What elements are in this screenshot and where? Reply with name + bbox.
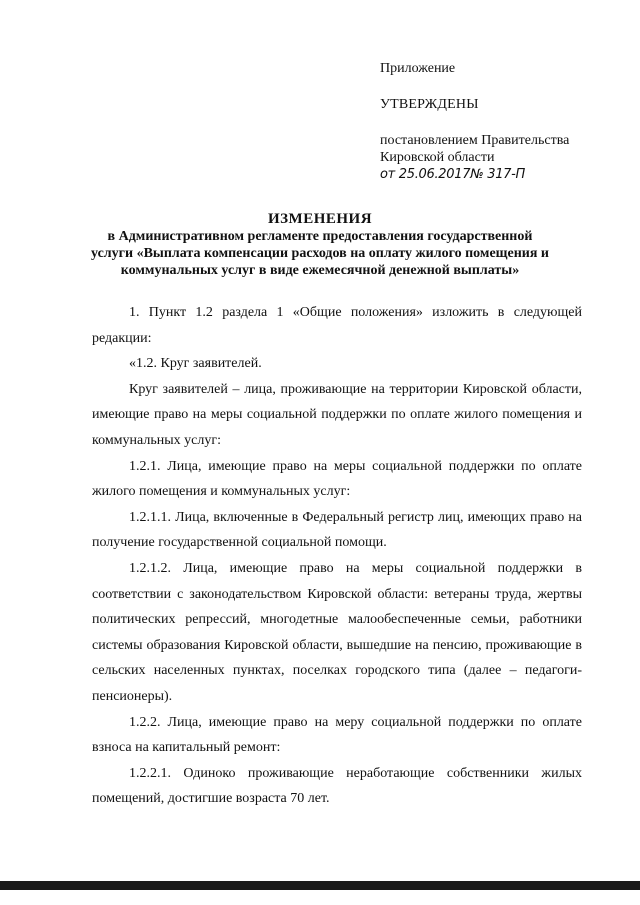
paragraph-8: 1.2.2.1. Одиноко проживающие неработающие собственники жилых помещений, достигшие возраста 70 лет. xyxy=(92,765,582,807)
approved-label: УТВЕРЖДЕНЫ xyxy=(380,97,479,112)
paragraph-4: 1.2.1. Лица, имеющие право на меры социальной поддержки по оплате жилого помещения и коммунальных услуг: xyxy=(92,458,582,500)
paragraph-1: 1. Пункт 1.2 раздела 1 «Общие положения» изложить в следующей редакции: xyxy=(92,305,582,346)
paragraph-2: «1.2. Круг заявителей. xyxy=(129,356,262,372)
scan-edge-bar xyxy=(0,881,640,890)
paragraph-5: 1.2.1.1. Лица, включенные в Федеральный регистр лиц, имеющих право на получение государственной социальной помощи. xyxy=(92,509,582,551)
paragraph-6: 1.2.1.2. Лица, имеющие право на меры социальной поддержки в соответствии с законодательством Кировской области: ветераны труда, жертвы политических репрессий, многодетные малообеспеченные семьи, работники системы образования Кировской области, вышедшие на пенсию, проживающие в сельских населенных пунктах, поселках городского типа (далее – педагоги-пенсионеры). xyxy=(92,560,582,704)
decree-reference xyxy=(380,132,630,183)
approval-block xyxy=(380,60,630,183)
paragraph-7: 1.2.2. Лица, имеющие право на меру социальной поддержки по оплате взноса на капитальный ремонт: xyxy=(92,714,582,756)
decree-line-2: Кировской области xyxy=(380,150,495,165)
heading-line-2: услуги «Выплата компенсации расходов на оплату жилого помещения и xyxy=(91,246,549,261)
decree-line-1: постановлением Правительства xyxy=(380,133,570,148)
document-heading xyxy=(90,211,550,279)
heading-title: ИЗМЕНЕНИЯ xyxy=(267,211,373,227)
document-body xyxy=(92,300,582,812)
decree-date: от 25.06.2017№ 317-П xyxy=(380,167,526,182)
heading-line-3: коммунальных услуг в виде ежемесячной денежной выплаты» xyxy=(120,263,520,278)
paragraph-3: Круг заявителей – лица, проживающие на территории Кировской области, имеющие право на меры социальной поддержки по оплате жилого помещения и коммунальных услуг: xyxy=(92,381,582,448)
heading-line-1: в Административном регламенте предоставления государственной xyxy=(107,229,533,244)
appendix-label: Приложение xyxy=(380,61,456,76)
